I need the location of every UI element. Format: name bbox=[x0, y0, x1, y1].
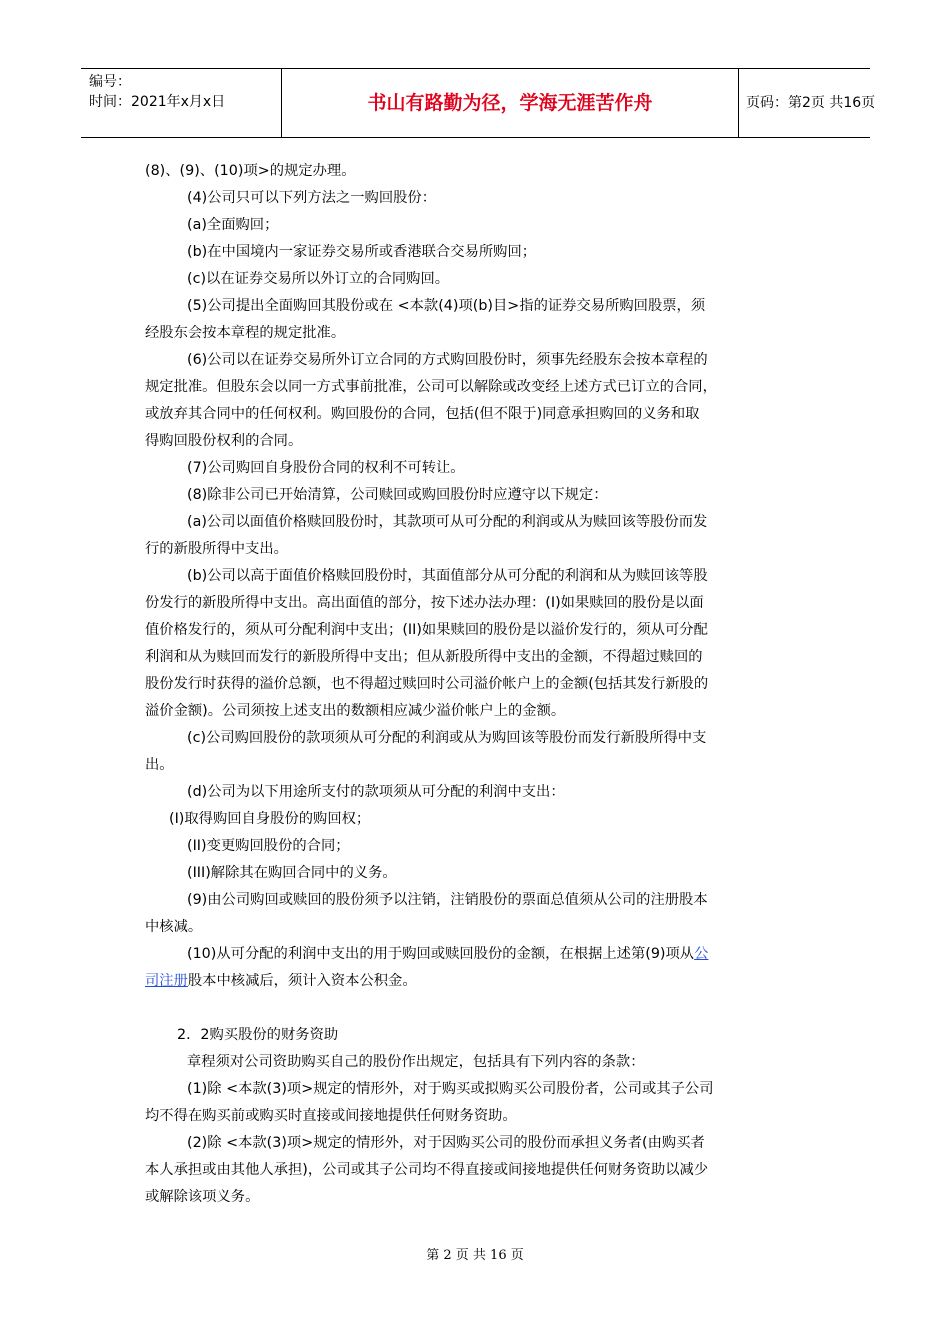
paragraph-line: (4)公司只可以下列方法之一购回股份： bbox=[187, 190, 436, 206]
section-heading: 2．2购买股份的财务资助 bbox=[177, 1027, 339, 1043]
page-header bbox=[81, 68, 876, 138]
paragraph-line: (c)以在证券交易所以外订立的合同购回。 bbox=[187, 271, 450, 287]
page-footer: 第 2 页 共 16 页 bbox=[426, 1248, 524, 1263]
paragraph-line: 中核减。 bbox=[145, 919, 203, 935]
paragraph-line: (6)公司以在证券交易所外订立合同的方式购回股份时，须事先经股东会按本章程的 bbox=[187, 352, 708, 368]
paragraph-line: 利润和从为赎回而发行的新股所得中支出；但从新股所得中支出的金额，不得超过赎回的 bbox=[145, 649, 703, 665]
paragraph-line: (a)全面购回； bbox=[187, 217, 279, 233]
header-motto: 书山有路勤为径，学海无涯苦作舟 bbox=[367, 92, 653, 114]
paragraph-line: 份发行的新股所得中支出。高出面值的部分，按下述办法办理：(I)如果赎回的股份是以面 bbox=[145, 595, 704, 611]
paragraph-line: 或解除该项义务。 bbox=[145, 1189, 260, 1205]
paragraph-line: (1)除 <本款(3)项>规定的情形外，对于购买或拟购买公司股份者，公司或其子公司 bbox=[187, 1081, 714, 1097]
paragraph-line: 均不得在购买前或购买时直接或间接地提供任何财务资助。 bbox=[145, 1108, 517, 1124]
document-time-label: 时间：2021年x月x日 bbox=[89, 94, 226, 110]
paragraph-line: 股份发行时获得的溢价总额，也不得超过赎回时公司溢价帐户上的金额(包括其发行新股的 bbox=[145, 676, 709, 692]
paragraph-line: 或放弃其合同中的任何权利。购回股份的合同，包括(但不限于)同意承担购回的义务和取 bbox=[145, 406, 700, 422]
company-registration-link[interactable]: 司注册 bbox=[145, 973, 188, 989]
paragraph-line: (8)、(9)、(10)项>的规定办理。 bbox=[145, 163, 356, 179]
paragraph-line: (II)变更购回股份的合同； bbox=[187, 838, 350, 854]
paragraph-line: (b)公司以高于面值价格赎回股份时，其面值部分从可分配的利润和从为赎回该等股 bbox=[187, 568, 708, 584]
paragraph-line: (I)取得购回自身股份的购回权； bbox=[169, 811, 371, 827]
paragraph-line: (a)公司以面值价格赎回股份时，其款项可从可分配的利润或从为赎回该等股份而发 bbox=[187, 514, 708, 530]
paragraph-line: 溢价金额)。公司须按上述支出的数额相应减少溢价帐户上的金额。 bbox=[145, 703, 566, 719]
company-registration-link[interactable]: 公 bbox=[694, 946, 709, 962]
paragraph-line: (8)除非公司已开始清算，公司赎回或购回股份时应遵守以下规定： bbox=[187, 487, 608, 503]
paragraph-line: (III)解除其在购回合同中的义务。 bbox=[187, 865, 397, 881]
paragraph-line: (c)公司购回股份的款项须从可分配的利润或从为购回该等股份而发行新股所得中支 bbox=[187, 730, 707, 746]
header-page-cell bbox=[738, 69, 876, 137]
header-info-cell bbox=[81, 69, 281, 137]
paragraph-line: 出。 bbox=[145, 757, 174, 773]
paragraph-line: (2)除 <本款(3)项>规定的情形外，对于因购买公司的股份而承担义务者(由购买者 bbox=[187, 1135, 705, 1151]
paragraph-line: 本人承担或由其他人承担)，公司或其子公司均不得直接或间接地提供任何财务资助以减少 bbox=[145, 1162, 709, 1178]
document-body bbox=[145, 158, 805, 1211]
paragraph-line bbox=[145, 968, 805, 995]
paragraph-line: 行的新股所得中支出。 bbox=[145, 541, 288, 557]
document-number-label: 编号： bbox=[89, 74, 131, 90]
paragraph-line: 规定批准。但股东会以同一方式事前批准，公司可以解除或改变经上述方式已订立的合同， bbox=[145, 379, 717, 395]
line-text: (10)从可分配的利润中支出的用于购回或赎回股份的金额，在根据上述第(9)项从 bbox=[187, 946, 695, 962]
paragraph-line: (5)公司提出全面购回其股份或在 <本款(4)项(b)目>指的证券交易所购回股票，须 bbox=[187, 298, 706, 314]
paragraph-line: 经股东会按本章程的规定批准。 bbox=[145, 325, 346, 341]
paragraph-line bbox=[145, 941, 805, 968]
spacer bbox=[145, 995, 805, 1022]
line-text: 股本中核减后，须计入资本公积金。 bbox=[187, 973, 417, 989]
header-motto-cell bbox=[281, 69, 739, 137]
header-page-code: 页码：第2页 共16页 bbox=[746, 95, 876, 111]
paragraph-line: 章程须对公司资助购买自己的股份作出规定，包括具有下列内容的条款： bbox=[187, 1054, 645, 1070]
paragraph-line: (d)公司为以下用途所支付的款项须从可分配的利润中支出： bbox=[187, 784, 565, 800]
paragraph-line: 值价格发行的，须从可分配利润中支出；(II)如果赎回的股份是以溢价发行的，须从可分配 bbox=[145, 622, 708, 638]
paragraph-line: (b)在中国境内一家证券交易所或香港联合交易所购回； bbox=[187, 244, 537, 260]
paragraph-line: (9)由公司购回或赎回的股份须予以注销，注销股份的票面总值须从公司的注册股本 bbox=[187, 892, 708, 908]
paragraph-line: (7)公司购回自身股份合同的权利不可转让。 bbox=[187, 460, 465, 476]
paragraph-line: 得购回股份权利的合同。 bbox=[145, 433, 303, 449]
